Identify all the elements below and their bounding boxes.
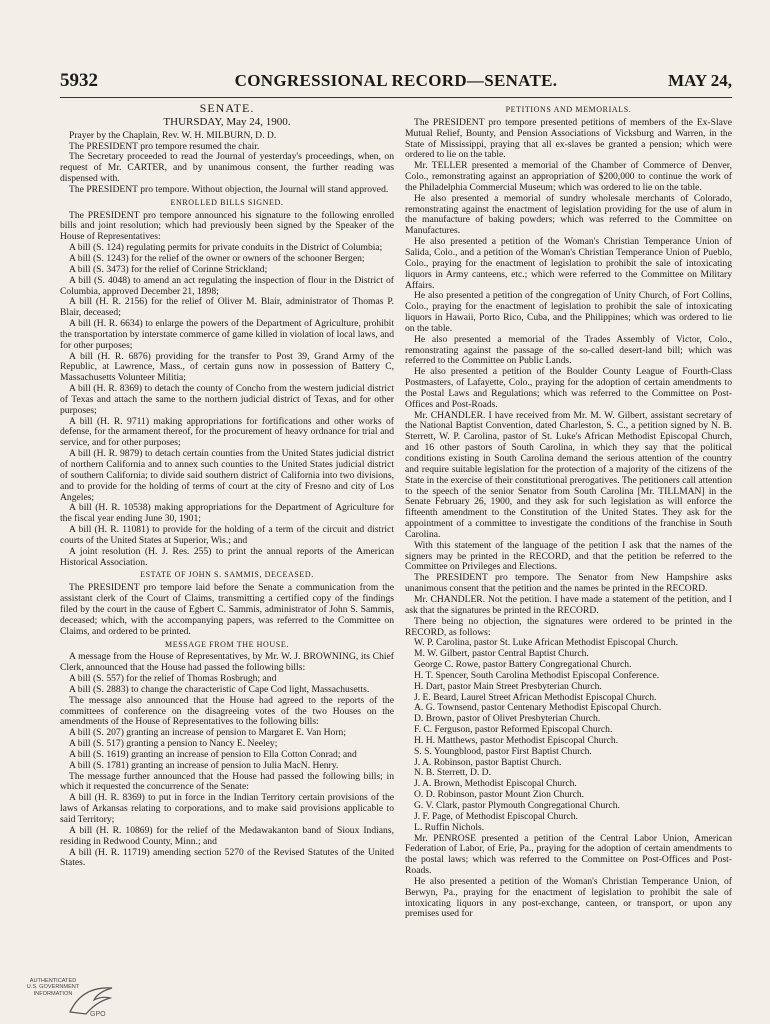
paragraph: The PRESIDENT pro tempore. The Senator from New Hampshire asks unanimous consent that the petition and the names be printed in the RECORD. (405, 572, 732, 595)
seal-line: U.S. GOVERNMENT (26, 984, 80, 991)
paragraph: He also presented a petition of the Boulder County League of Fourth-Class Postmasters, of Lafayette, Colo., praying for the adoption of certain amendments to the Postal Laws and Regulations; which was referred to the Committee on Post-Offices and Post-Roads. (405, 366, 732, 410)
signer-item: A. G. Townsend, pastor Centenary Methodist Episcopal Church. (414, 702, 662, 714)
paragraph: The PRESIDENT pro tempore announced his signature to the following enrolled bills and joint resolution; which had previously been signed by the Speaker of the House of Representatives: (60, 209, 394, 243)
page-date: MAY 24, (668, 71, 732, 90)
signer-item: N. B. Sterrett, D. D. (414, 767, 492, 779)
subheading-estate: ESTATE OF JOHN S. SAMMIS, DECEASED. (140, 570, 314, 580)
bill-item: A bill (S. 4048) to amend an act regulating the inspection of flour in the District of Columbia, approved December 21, 1898; (60, 274, 394, 297)
signer-item: L. Ruffin Nichols. (414, 821, 485, 833)
paragraph: The message further announced that the House had passed the following bills; in which it requested the concurrence of the Senate: (60, 770, 394, 793)
paragraph: The PRESIDENT pro tempore presented petitions of members of the Ex-Slave Mutual Relief, Bounty, and Pension Associations of Vicksburg and Warren, in the State of Mississippi, praying that all ex-slaves be granted a pension; which were ordered to lie on the table. (405, 116, 732, 161)
eagle-icon (64, 982, 124, 1018)
seal-line: INFORMATION (33, 990, 73, 997)
header-rule (60, 97, 732, 98)
signer-item: H. Dart, pastor Main Street Presbyterian Church. (414, 680, 602, 692)
paragraph: He also presented a petition of the congregation of Unity Church, of Fort Collins, Colo., praying for the enactment of legislation to prohibit the sale of intoxicating liquors in Hawaii, Porto Rico, Cuba, and the Philippines; which was ordered to lie on the table. (405, 290, 732, 334)
bill-item: A bill (H. R. 6634) to enlarge the powers of the Department of Agriculture, prohibit the transportation by interstate commerce of game killed in violation of local laws, and for other purposes; (60, 318, 394, 351)
subheading-message: MESSAGE FROM THE HOUSE. (165, 639, 289, 649)
bill-item: A bill (S. 1781) granting an increase of pension to Julia MacN. Henry. (69, 759, 339, 771)
bill-item: A bill (H. R. 10538) making appropriations for the Department of Agriculture for the fiscal year ending June 30, 1901; (60, 502, 394, 525)
bill-item: A bill (H. R. 6876) providing for the transfer to Post 39, Grand Army of the Republic, at Lawrence, Mass., of certain guns now in possession of Battery C, Massachusetts Volunteer Militia; (60, 350, 394, 384)
subheading-enrolled-bills: ENROLLED BILLS SIGNED. (170, 197, 284, 207)
paragraph: Mr. PENROSE presented a petition of the Central Labor Union, American Federation of Labor, of Erie, Pa., praying for the adoption of certain amendments to the postal laws; which was referred to the Committee on Post-Offices and Post-Roads. (405, 832, 732, 877)
paragraph: Prayer by the Chaplain, Rev. W. H. MILBURN, D. D. (69, 129, 277, 141)
bill-item: A bill (S. 1619) granting an increase of pension to Ella Cotton Conrad; and (69, 748, 357, 760)
paragraph: The PRESIDENT pro tempore. Without objection, the Journal will stand approved. (69, 183, 389, 195)
section-heading-senate: SENATE. (199, 101, 255, 115)
signer-item: G. V. Clark, pastor Plymouth Congregational Church. (414, 800, 620, 811)
bill-item: A bill (H. R. 8369) to put in force in the Indian Territory certain provisions of the laws of Arkansas relating to corporations, and to make said provisions applicable to said Territory; (60, 792, 394, 825)
signer-item: H. H. Matthews, pastor Methodist Episcopal Church. (414, 734, 619, 746)
seal-line: AUTHENTICATED (29, 978, 77, 984)
paragraph: A message from the House of Representatives, by Mr. W. J. BROWNING, its Chief Clerk, announced that the House had passed the following bills: (60, 651, 394, 674)
paragraph: The message also announced that the House had agreed to the reports of the committees of conference on the disagreeing votes of the two Houses on the amendments of the House of Representatives to the following bills: (60, 694, 394, 728)
left-column (60, 103, 394, 869)
bill-item: A bill (S. 124) regulating permits for private conduits in the District of Columbia; (69, 242, 383, 254)
signer-item: F. C. Ferguson, pastor Reformed Episcopal Church. (414, 724, 613, 736)
paragraph: Mr. TELLER presented a memorial of the Chamber of Commerce of Denver, Colo., remonstrating against an appropriation of $200,000 to continue the work of the Philadelphia Commercial Museum; which was ordered to lie on the table. (405, 160, 732, 193)
paragraph: Mr. CHANDLER. I have received from Mr. M. W. Gilbert, assistant secretary of the National Baptist Convention, dated Charleston, S. C., a petition signed by N. B. Sterrett, W. P. Carolina, pastor of St. Luke's African Methodist Episcopal Church, and 16 other pastors of South Carolina, in which they say that the political conditions existing in South Carolina demand the serious attention of the country and require suitable legislation for the protection of a majority of the citizens of the State in the exercise of their constitutional prerogatives. The petitioners call attention to the speech of the senior Senator from South Carolina [Mr. TILLMAN] in the Senate February 26, 1900, and they ask for such legislation as will enforce the fifteenth amendment to the Constitution of the United States. They ask for the appointment of a committee to investigate the conditions of the franchise in South Carolina. (405, 409, 732, 540)
bill-item: A bill (H. R. 8369) to detach the county of Concho from the western judicial district of Texas and attach the same to the northern judicial district of Texas, and for other purposes; (60, 383, 394, 416)
paragraph: Mr. CHANDLER. Not the petition. I have made a statement of the petition, and I ask that the signatures be printed in the RECORD. (405, 593, 732, 616)
bill-item: A bill (S. 207) granting an increase of pension to Margaret E. Van Horn; (69, 727, 347, 739)
signer-item: D. Brown, pastor of Olivet Presbyterian Church. (414, 713, 601, 725)
signer-item: J. F. Page, of Methodist Episcopal Church. (414, 810, 578, 822)
bill-item: A bill (S. 557) for the relief of Thomas Rosbrugh; and (69, 673, 277, 685)
paragraph: With this statement of the language of the petition I ask that the names of the signers may be printed in the RECORD, and that the petition be referred to the Committee on Privileges and Elections. (405, 539, 732, 573)
right-column (405, 103, 732, 920)
bill-item: A bill (H. R. 11081) to provide for the holding of a term of the circuit and district courts of the United States at Superior, Wis.; and (60, 524, 394, 546)
signer-item: J. A. Brown, Methodist Episcopal Church. (414, 778, 577, 790)
paragraph: The PRESIDENT pro tempore resumed the chair. (69, 140, 260, 152)
bill-item: A bill (S. 517) granting a pension to Nancy E. Neeley; (69, 738, 278, 750)
publication-title: CONGRESSIONAL RECORD—SENATE. (234, 71, 558, 90)
paragraph: He also presented a petition of the Woman's Christian Temperance Union, of Berwyn, Pa., praying for the enactment of legislation to prohibit the sale of intoxicating liquors in any post-exchange, canteen, or transport, or upon any premises used for (405, 875, 732, 920)
bill-item: A bill (H. R. 11719) amending section 5270 of the Revised Statutes of the United States. (60, 846, 394, 869)
signer-item: S. S. Youngblood, pastor First Baptist Church. (414, 745, 592, 757)
signer-item: M. W. Gilbert, pastor Central Baptist Church. (414, 648, 589, 660)
gpo-authentication-seal (20, 978, 130, 1018)
bill-item: A bill (H. R. 2156) for the relief of Oliver M. Blair, administrator of Thomas P. Blair, deceased; (60, 296, 394, 319)
bill-item: A bill (H. R. 9711) making appropriations for fortifications and other works of defense, for the armament thereof, for the procurement of heavy ordnance for trial and service, and for other purposes; (60, 415, 394, 449)
paragraph: He also presented a memorial of sundry wholesale merchants of Colorado, remonstrating against the enactment of legislation providing for the use of alum in the manufacture of baking powders; which was referred to the Committee on Manufactures. (405, 192, 732, 237)
paragraph: The Secretary proceeded to read the Journal of yesterday's proceedings, when, on request of Mr. CARTER, and by unanimous consent, the further reading was dispensed with. (60, 151, 394, 185)
signer-item: W. P. Carolina, pastor St. Luke African Methodist Episcopal Church. (414, 637, 678, 649)
session-date: THURSDAY, May 24, 1900. (163, 115, 291, 128)
bill-item: A bill (S. 2883) to change the characteristic of Cape Cod light, Massachusetts. (69, 683, 370, 695)
page-header (60, 70, 732, 96)
bill-item: A bill (H. R. 9879) to detach certain counties from the United States judicial district of northern California and to annex such counties to the United States judicial district of southern California; to divide said southern district of California into two divisions, and to provide for the holding of terms of court at the city of Fresno and city of Los Angeles; (60, 448, 394, 503)
paragraph: He also presented a petition of the Woman's Christian Temperance Union of Salida, Colo., and a petition of the Woman's Christian Temperance Union of Pueblo, Colo., praying for the enactment of legislation to prohibit the sale of intoxicating liquors in Army canteens, etc.; which were referred to the Committee on Military Affairs. (405, 236, 732, 291)
bill-item: A bill (S. 1243) for the relief of the owner or owners of the schooner Bergen; (69, 252, 365, 264)
bill-item: A joint resolution (H. J. Res. 255) to print the annual reports of the American Historical Association. (60, 545, 394, 568)
signer-item: O. D. Robinson, pastor Mount Zion Church. (414, 789, 585, 801)
bill-item: A bill (H. R. 10869) for the relief of the Medawakanton band of Sioux Indians, residing in Redwood County, Minn.; and (60, 824, 394, 847)
signer-item: J. E. Beard, Laurel Street African Methodist Episcopal Church. (414, 691, 657, 703)
paragraph: There being no objection, the signatures were ordered to be printed in the RECORD, as follows: (405, 615, 732, 638)
page-number: 5932 (60, 70, 98, 91)
paragraph: He also presented a memorial of the Trades Assembly of Victor, Colo., remonstrating against the passage of the so-called desert-land bill; which was referred to the Committee on Public Lands. (405, 333, 732, 367)
bill-item: A bill (S. 3473) for the relief of Corinne Strickland; (69, 263, 268, 275)
signer-item: J. A. Robinson, pastor Baptist Church. (414, 756, 562, 768)
paragraph: The PRESIDENT pro tempore laid before the Senate a communication from the assistant clerk of the Court of Claims, transmitting a certified copy of the findings filed by the court in the cause of Egbert C. Sammis, administrator of John S. Sammis, deceased; which, with the accompanying papers, was referred to the Committee on Claims, and ordered to be printed. (60, 582, 394, 637)
signer-item: H. T. Spencer, South Carolina Methodist Episcopal Conference. (414, 669, 660, 681)
subheading-petitions: PETITIONS AND MEMORIALS. (505, 105, 632, 114)
seal-mark: GPO (90, 1011, 106, 1018)
signer-item: George C. Rowe, pastor Battery Congregational Church. (414, 659, 632, 671)
